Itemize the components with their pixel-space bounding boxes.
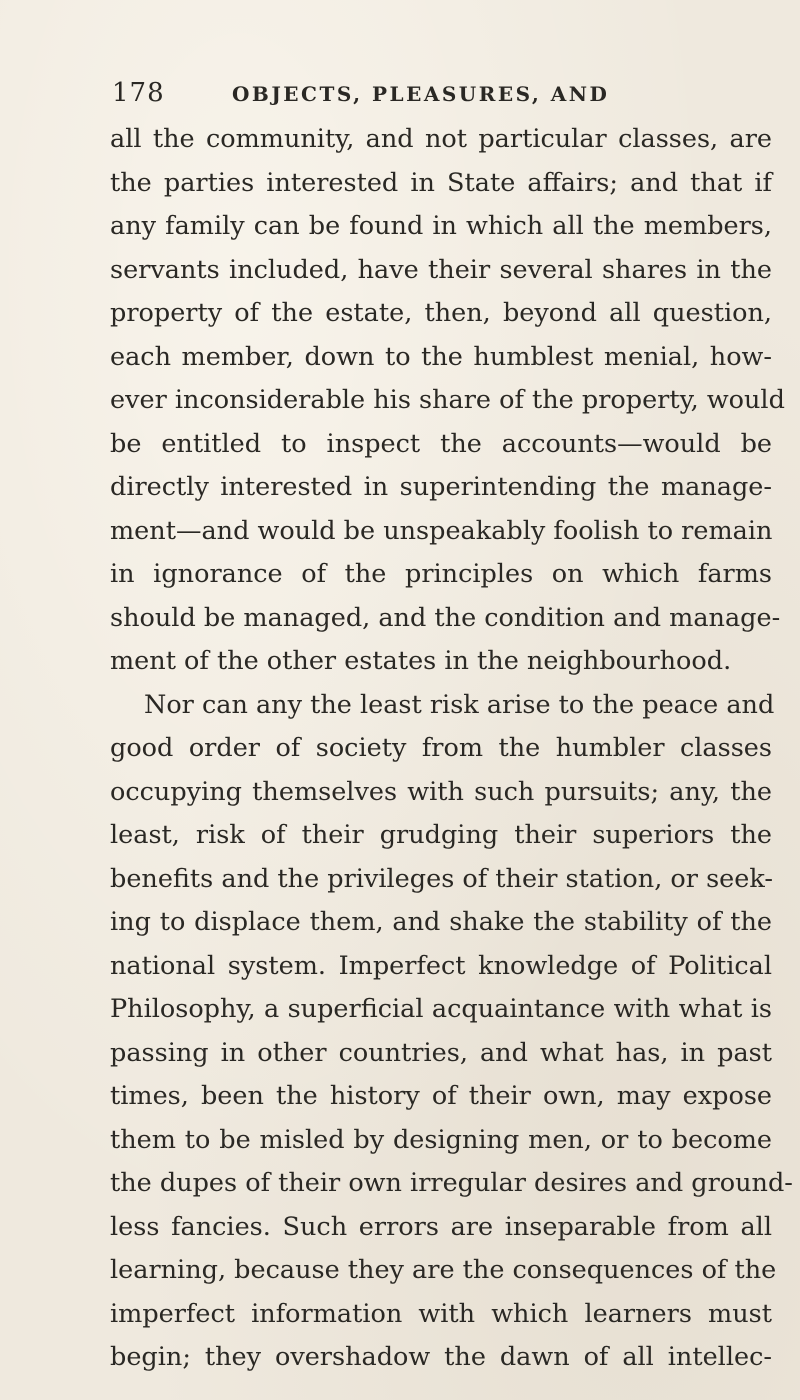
- text-line: the dupes of their own irregular desires and ground-: [110, 1168, 793, 1198]
- page-number: 178: [112, 78, 165, 108]
- text-line: least, risk of their grudging their superiors the: [110, 820, 772, 850]
- text-line: national system. Imperfect knowledge of Political: [110, 950, 772, 981]
- text-line: property of the estate, then, beyond all question,: [110, 298, 772, 328]
- text-line: ment of the other estates in the neighbourhood.: [110, 646, 732, 676]
- text-line: should be managed, and the condition and manage-: [110, 602, 781, 633]
- text-line: servants included, have their several shares in the: [110, 254, 772, 285]
- text-line: in ignorance of the principles on which farms: [110, 559, 772, 589]
- text-line: benefits and the privileges of their station, or seek-: [110, 863, 773, 894]
- running-title: OBJECTS, PLEASURES, AND: [232, 82, 610, 106]
- text-line: Nor can any the least risk arise to the peace and: [144, 689, 775, 720]
- text-line: passing in other countries, and what has, in past: [110, 1037, 772, 1068]
- text-line: each member, down to the humblest menial, how-: [110, 341, 772, 372]
- text-line: all the community, and not particular classes, are: [110, 124, 772, 154]
- text-line: directly interested in superintending the manage-: [110, 472, 772, 502]
- text-line: Philosophy, a superficial acquaintance with what is: [110, 994, 772, 1024]
- text-line: be entitled to inspect the accounts—would be: [110, 428, 772, 459]
- text-line: ment—and would be unspeakably foolish to remain: [110, 515, 773, 546]
- text-line: any family can be found in which all the members,: [110, 211, 772, 241]
- text-line: ing to displace them, and shake the stability of the: [110, 907, 772, 937]
- text-line: good order of society from the humbler classes: [110, 733, 772, 763]
- text-line: imperfect information with which learners must: [110, 1298, 772, 1329]
- text-line: the parties interested in State affairs; and that if: [110, 167, 772, 198]
- text-line: begin; they overshadow the dawn of all intellec-: [110, 1342, 772, 1372]
- text-line: ever inconsiderable his share of the property, would: [110, 385, 785, 415]
- text-line: occupying themselves with such pursuits; any, the: [110, 776, 772, 807]
- body-text: [110, 118, 793, 1380]
- text-line: learning, because they are the consequences of the: [110, 1255, 777, 1285]
- running-head: [112, 78, 712, 118]
- text-line: less fancies. Such errors are inseparable from all: [110, 1211, 772, 1242]
- text-line: times, been the history of their own, may expose: [110, 1081, 772, 1111]
- text-line: them to be misled by designing men, or to become: [110, 1124, 772, 1155]
